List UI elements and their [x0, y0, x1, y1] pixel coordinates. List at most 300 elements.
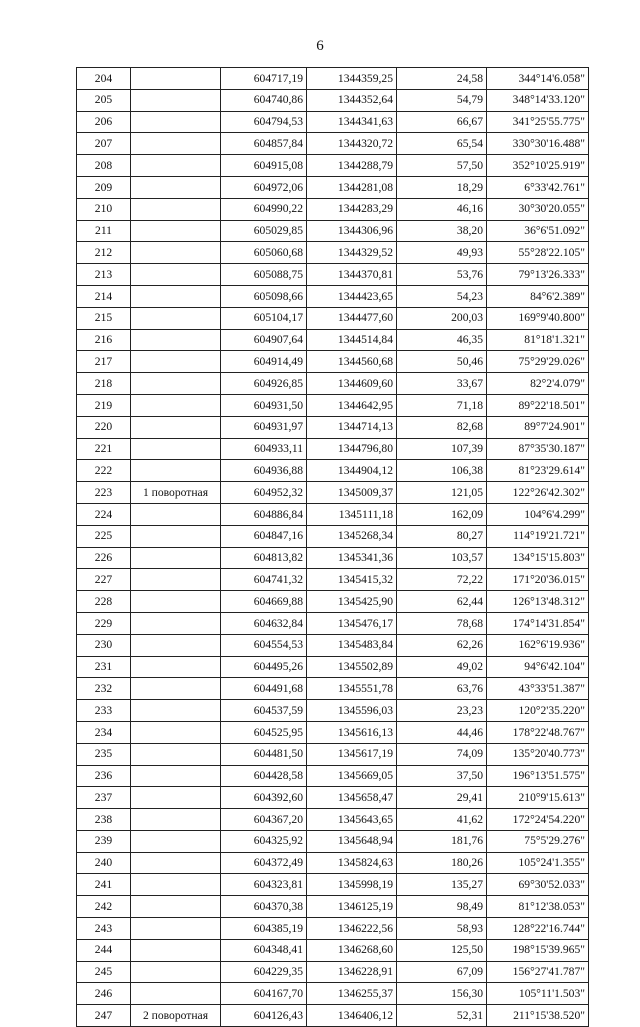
y-coordinate-cell: 1344281,08	[307, 176, 397, 198]
point-number-cell: 230	[77, 634, 131, 656]
direction-angle-cell: 30°30'20.055"	[487, 198, 589, 220]
direction-angle-cell: 344°14'6.058"	[487, 68, 589, 90]
direction-angle-cell: 75°29'29.026"	[487, 351, 589, 373]
note-cell	[131, 983, 221, 1005]
direction-angle-cell: 89°22'18.501"	[487, 394, 589, 416]
y-coordinate-cell: 1346228,91	[307, 961, 397, 983]
x-coordinate-cell: 604348,41	[221, 939, 307, 961]
x-coordinate-cell: 605104,17	[221, 307, 307, 329]
point-number-cell: 221	[77, 438, 131, 460]
table-row	[77, 416, 589, 438]
y-coordinate-cell: 1344796,80	[307, 438, 397, 460]
table-row	[77, 482, 589, 504]
x-coordinate-cell: 604931,97	[221, 416, 307, 438]
x-coordinate-cell: 604632,84	[221, 612, 307, 634]
table-row	[77, 176, 589, 198]
point-number-cell: 206	[77, 111, 131, 133]
y-coordinate-cell: 1344423,65	[307, 285, 397, 307]
y-coordinate-cell: 1345483,84	[307, 634, 397, 656]
distance-cell: 71,18	[397, 394, 487, 416]
table-row	[77, 743, 589, 765]
x-coordinate-cell: 604428,58	[221, 765, 307, 787]
distance-cell: 80,27	[397, 525, 487, 547]
distance-cell: 200,03	[397, 307, 487, 329]
direction-angle-cell: 122°26'42.302"	[487, 482, 589, 504]
point-number-cell: 207	[77, 133, 131, 155]
y-coordinate-cell: 1345998,19	[307, 874, 397, 896]
x-coordinate-cell: 604370,38	[221, 896, 307, 918]
x-coordinate-cell: 605060,68	[221, 242, 307, 264]
point-number-cell: 237	[77, 787, 131, 809]
y-coordinate-cell: 1345111,18	[307, 503, 397, 525]
point-number-cell: 231	[77, 656, 131, 678]
y-coordinate-cell: 1344560,68	[307, 351, 397, 373]
point-number-cell: 223	[77, 482, 131, 504]
distance-cell: 66,67	[397, 111, 487, 133]
x-coordinate-cell: 604525,95	[221, 721, 307, 743]
note-cell	[131, 220, 221, 242]
y-coordinate-cell: 1345669,05	[307, 765, 397, 787]
y-coordinate-cell: 1345476,17	[307, 612, 397, 634]
table-row	[77, 918, 589, 940]
distance-cell: 98,49	[397, 896, 487, 918]
note-cell	[131, 242, 221, 264]
x-coordinate-cell: 604740,86	[221, 89, 307, 111]
distance-cell: 49,93	[397, 242, 487, 264]
y-coordinate-cell: 1345616,13	[307, 721, 397, 743]
table-row	[77, 351, 589, 373]
point-number-cell: 205	[77, 89, 131, 111]
x-coordinate-cell: 604972,06	[221, 176, 307, 198]
x-coordinate-cell: 604990,22	[221, 198, 307, 220]
point-number-cell: 220	[77, 416, 131, 438]
note-cell	[131, 373, 221, 395]
y-coordinate-cell: 1344352,64	[307, 89, 397, 111]
x-coordinate-cell: 604717,19	[221, 68, 307, 90]
note-cell	[131, 591, 221, 613]
table-row	[77, 700, 589, 722]
note-cell	[131, 547, 221, 569]
x-coordinate-cell: 604886,84	[221, 503, 307, 525]
x-coordinate-cell: 604392,60	[221, 787, 307, 809]
x-coordinate-cell: 605029,85	[221, 220, 307, 242]
y-coordinate-cell: 1345268,34	[307, 525, 397, 547]
table-row	[77, 939, 589, 961]
point-number-cell: 229	[77, 612, 131, 634]
note-cell	[131, 787, 221, 809]
table-row	[77, 612, 589, 634]
table-row	[77, 242, 589, 264]
note-cell	[131, 155, 221, 177]
x-coordinate-cell: 604495,26	[221, 656, 307, 678]
distance-cell: 156,30	[397, 983, 487, 1005]
table-row	[77, 809, 589, 831]
distance-cell: 24,58	[397, 68, 487, 90]
distance-cell: 125,50	[397, 939, 487, 961]
x-coordinate-cell: 605098,66	[221, 285, 307, 307]
y-coordinate-cell: 1344288,79	[307, 155, 397, 177]
point-number-cell: 204	[77, 68, 131, 90]
x-coordinate-cell: 604813,82	[221, 547, 307, 569]
point-number-cell: 213	[77, 264, 131, 286]
point-number-cell: 232	[77, 678, 131, 700]
note-cell	[131, 569, 221, 591]
table-row	[77, 503, 589, 525]
direction-angle-cell: 171°20'36.015"	[487, 569, 589, 591]
point-number-cell: 218	[77, 373, 131, 395]
x-coordinate-cell: 605088,75	[221, 264, 307, 286]
x-coordinate-cell: 604537,59	[221, 700, 307, 722]
direction-angle-cell: 84°6'2.389"	[487, 285, 589, 307]
point-number-cell: 208	[77, 155, 131, 177]
y-coordinate-cell: 1344477,60	[307, 307, 397, 329]
y-coordinate-cell: 1345648,94	[307, 830, 397, 852]
note-cell	[131, 176, 221, 198]
distance-cell: 54,79	[397, 89, 487, 111]
note-cell	[131, 111, 221, 133]
table-row	[77, 111, 589, 133]
direction-angle-cell: 104°6'4.299"	[487, 503, 589, 525]
distance-cell: 50,46	[397, 351, 487, 373]
direction-angle-cell: 69°30'52.033"	[487, 874, 589, 896]
distance-cell: 46,35	[397, 329, 487, 351]
note-cell	[131, 612, 221, 634]
point-number-cell: 246	[77, 983, 131, 1005]
distance-cell: 23,23	[397, 700, 487, 722]
point-number-cell: 238	[77, 809, 131, 831]
direction-angle-cell: 79°13'26.333"	[487, 264, 589, 286]
distance-cell: 103,57	[397, 547, 487, 569]
note-cell	[131, 329, 221, 351]
table-row	[77, 896, 589, 918]
note-cell	[131, 961, 221, 983]
table-row	[77, 765, 589, 787]
distance-cell: 72,22	[397, 569, 487, 591]
direction-angle-cell: 43°33'51.387"	[487, 678, 589, 700]
table-row	[77, 787, 589, 809]
table-row	[77, 547, 589, 569]
x-coordinate-cell: 604931,50	[221, 394, 307, 416]
y-coordinate-cell: 1346125,19	[307, 896, 397, 918]
table-row	[77, 852, 589, 874]
direction-angle-cell: 169°9'40.800"	[487, 307, 589, 329]
point-number-cell: 214	[77, 285, 131, 307]
x-coordinate-cell: 604933,11	[221, 438, 307, 460]
distance-cell: 107,39	[397, 438, 487, 460]
x-coordinate-cell: 604554,53	[221, 634, 307, 656]
direction-angle-cell: 134°15'15.803"	[487, 547, 589, 569]
y-coordinate-cell: 1345658,47	[307, 787, 397, 809]
distance-cell: 33,67	[397, 373, 487, 395]
note-cell	[131, 503, 221, 525]
direction-angle-cell: 36°6'51.092"	[487, 220, 589, 242]
table-row	[77, 460, 589, 482]
direction-angle-cell: 135°20'40.773"	[487, 743, 589, 765]
note-cell	[131, 830, 221, 852]
distance-cell: 181,76	[397, 830, 487, 852]
note-cell	[131, 896, 221, 918]
distance-cell: 29,41	[397, 787, 487, 809]
table-row	[77, 133, 589, 155]
table-row	[77, 983, 589, 1005]
x-coordinate-cell: 604847,16	[221, 525, 307, 547]
y-coordinate-cell: 1345415,32	[307, 569, 397, 591]
y-coordinate-cell: 1344359,25	[307, 68, 397, 90]
table-row	[77, 830, 589, 852]
table-row	[77, 874, 589, 896]
distance-cell: 58,93	[397, 918, 487, 940]
point-number-cell: 228	[77, 591, 131, 613]
x-coordinate-cell: 604915,08	[221, 155, 307, 177]
point-number-cell: 215	[77, 307, 131, 329]
point-number-cell: 244	[77, 939, 131, 961]
x-coordinate-cell: 604741,32	[221, 569, 307, 591]
table-row	[77, 155, 589, 177]
note-cell	[131, 918, 221, 940]
x-coordinate-cell: 604952,32	[221, 482, 307, 504]
point-number-cell: 234	[77, 721, 131, 743]
direction-angle-cell: 198°15'39.965"	[487, 939, 589, 961]
distance-cell: 44,46	[397, 721, 487, 743]
table-row	[77, 961, 589, 983]
distance-cell: 62,44	[397, 591, 487, 613]
y-coordinate-cell: 1344370,81	[307, 264, 397, 286]
x-coordinate-cell: 604907,64	[221, 329, 307, 351]
direction-angle-cell: 81°23'29.614"	[487, 460, 589, 482]
direction-angle-cell: 352°10'25.919"	[487, 155, 589, 177]
x-coordinate-cell: 604372,49	[221, 852, 307, 874]
point-number-cell: 217	[77, 351, 131, 373]
direction-angle-cell: 128°22'16.744"	[487, 918, 589, 940]
note-cell	[131, 700, 221, 722]
point-number-cell: 243	[77, 918, 131, 940]
direction-angle-cell: 162°6'19.936"	[487, 634, 589, 656]
point-number-cell: 225	[77, 525, 131, 547]
note-cell	[131, 743, 221, 765]
y-coordinate-cell: 1345551,78	[307, 678, 397, 700]
table-row	[77, 591, 589, 613]
x-coordinate-cell: 604491,68	[221, 678, 307, 700]
direction-angle-cell: 172°24'54.220"	[487, 809, 589, 831]
point-number-cell: 210	[77, 198, 131, 220]
point-number-cell: 227	[77, 569, 131, 591]
x-coordinate-cell: 604794,53	[221, 111, 307, 133]
note-cell	[131, 438, 221, 460]
distance-cell: 62,26	[397, 634, 487, 656]
y-coordinate-cell: 1345643,65	[307, 809, 397, 831]
point-number-cell: 219	[77, 394, 131, 416]
note-cell	[131, 852, 221, 874]
note-cell	[131, 460, 221, 482]
distance-cell: 52,31	[397, 1005, 487, 1027]
distance-cell: 18,29	[397, 176, 487, 198]
note-cell	[131, 656, 221, 678]
note-cell	[131, 721, 221, 743]
table-row	[77, 329, 589, 351]
point-number-cell: 235	[77, 743, 131, 765]
distance-cell: 180,26	[397, 852, 487, 874]
x-coordinate-cell: 604857,84	[221, 133, 307, 155]
y-coordinate-cell: 1344642,95	[307, 394, 397, 416]
direction-angle-cell: 6°33'42.761"	[487, 176, 589, 198]
direction-angle-cell: 81°18'1.321"	[487, 329, 589, 351]
note-cell	[131, 525, 221, 547]
x-coordinate-cell: 604325,92	[221, 830, 307, 852]
x-coordinate-cell: 604669,88	[221, 591, 307, 613]
coordinates-table-body	[77, 68, 589, 1027]
table-row	[77, 373, 589, 395]
x-coordinate-cell: 604229,35	[221, 961, 307, 983]
direction-angle-cell: 126°13'48.312"	[487, 591, 589, 613]
x-coordinate-cell: 604914,49	[221, 351, 307, 373]
distance-cell: 63,76	[397, 678, 487, 700]
table-row	[77, 68, 589, 90]
point-number-cell: 209	[77, 176, 131, 198]
point-number-cell: 226	[77, 547, 131, 569]
point-number-cell: 245	[77, 961, 131, 983]
y-coordinate-cell: 1344329,52	[307, 242, 397, 264]
x-coordinate-cell: 604926,85	[221, 373, 307, 395]
direction-angle-cell: 82°2'4.079"	[487, 373, 589, 395]
direction-angle-cell: 156°27'41.787"	[487, 961, 589, 983]
distance-cell: 49,02	[397, 656, 487, 678]
direction-angle-cell: 81°12'38.053"	[487, 896, 589, 918]
distance-cell: 162,09	[397, 503, 487, 525]
note-cell	[131, 634, 221, 656]
point-number-cell: 211	[77, 220, 131, 242]
y-coordinate-cell: 1346255,37	[307, 983, 397, 1005]
point-number-cell: 247	[77, 1005, 131, 1027]
note-cell: 1 поворотная	[131, 482, 221, 504]
y-coordinate-cell: 1344514,84	[307, 329, 397, 351]
distance-cell: 37,50	[397, 765, 487, 787]
distance-cell: 135,27	[397, 874, 487, 896]
y-coordinate-cell: 1344904,12	[307, 460, 397, 482]
page-number: 6	[316, 38, 324, 54]
table-row	[77, 438, 589, 460]
direction-angle-cell: 211°15'38.520"	[487, 1005, 589, 1027]
y-coordinate-cell: 1344714,13	[307, 416, 397, 438]
y-coordinate-cell: 1344283,29	[307, 198, 397, 220]
distance-cell: 74,09	[397, 743, 487, 765]
table-row	[77, 394, 589, 416]
distance-cell: 106,38	[397, 460, 487, 482]
y-coordinate-cell: 1344306,96	[307, 220, 397, 242]
distance-cell: 38,20	[397, 220, 487, 242]
point-number-cell: 233	[77, 700, 131, 722]
point-number-cell: 212	[77, 242, 131, 264]
point-number-cell: 240	[77, 852, 131, 874]
table-row	[77, 264, 589, 286]
direction-angle-cell: 178°22'48.767"	[487, 721, 589, 743]
distance-cell: 54,23	[397, 285, 487, 307]
y-coordinate-cell: 1344341,63	[307, 111, 397, 133]
distance-cell: 67,09	[397, 961, 487, 983]
table-row	[77, 1005, 589, 1027]
direction-angle-cell: 330°30'16.488"	[487, 133, 589, 155]
x-coordinate-cell: 604481,50	[221, 743, 307, 765]
note-cell	[131, 765, 221, 787]
y-coordinate-cell: 1346406,12	[307, 1005, 397, 1027]
y-coordinate-cell: 1344320,72	[307, 133, 397, 155]
point-number-cell: 216	[77, 329, 131, 351]
note-cell	[131, 89, 221, 111]
note-cell	[131, 307, 221, 329]
x-coordinate-cell: 604385,19	[221, 918, 307, 940]
distance-cell: 65,54	[397, 133, 487, 155]
direction-angle-cell: 196°13'51.575"	[487, 765, 589, 787]
table-row	[77, 307, 589, 329]
direction-angle-cell: 105°11'1.503"	[487, 983, 589, 1005]
table-row	[77, 656, 589, 678]
point-number-cell: 224	[77, 503, 131, 525]
y-coordinate-cell: 1345824,63	[307, 852, 397, 874]
direction-angle-cell: 55°28'22.105"	[487, 242, 589, 264]
direction-angle-cell: 114°19'21.721"	[487, 525, 589, 547]
y-coordinate-cell: 1345502,89	[307, 656, 397, 678]
y-coordinate-cell: 1345596,03	[307, 700, 397, 722]
y-coordinate-cell: 1344609,60	[307, 373, 397, 395]
direction-angle-cell: 120°2'35.220"	[487, 700, 589, 722]
table-row	[77, 525, 589, 547]
y-coordinate-cell: 1346268,60	[307, 939, 397, 961]
y-coordinate-cell: 1345341,36	[307, 547, 397, 569]
x-coordinate-cell: 604126,43	[221, 1005, 307, 1027]
y-coordinate-cell: 1345009,37	[307, 482, 397, 504]
note-cell	[131, 285, 221, 307]
note-cell	[131, 874, 221, 896]
direction-angle-cell: 210°9'15.613"	[487, 787, 589, 809]
note-cell	[131, 68, 221, 90]
table-row	[77, 285, 589, 307]
table-row	[77, 198, 589, 220]
distance-cell: 53,76	[397, 264, 487, 286]
table-row	[77, 569, 589, 591]
direction-angle-cell: 105°24'1.355"	[487, 852, 589, 874]
point-number-cell: 236	[77, 765, 131, 787]
table-row	[77, 678, 589, 700]
point-number-cell: 241	[77, 874, 131, 896]
note-cell	[131, 198, 221, 220]
direction-angle-cell: 341°25'55.775"	[487, 111, 589, 133]
distance-cell: 121,05	[397, 482, 487, 504]
x-coordinate-cell: 604167,70	[221, 983, 307, 1005]
note-cell	[131, 416, 221, 438]
note-cell	[131, 939, 221, 961]
table-row	[77, 634, 589, 656]
table-row	[77, 220, 589, 242]
direction-angle-cell: 75°5'29.276"	[487, 830, 589, 852]
distance-cell: 46,16	[397, 198, 487, 220]
distance-cell: 82,68	[397, 416, 487, 438]
table-row	[77, 721, 589, 743]
note-cell	[131, 351, 221, 373]
x-coordinate-cell: 604367,20	[221, 809, 307, 831]
note-cell	[131, 394, 221, 416]
y-coordinate-cell: 1346222,56	[307, 918, 397, 940]
note-cell	[131, 264, 221, 286]
point-number-cell: 239	[77, 830, 131, 852]
note-cell	[131, 678, 221, 700]
distance-cell: 41,62	[397, 809, 487, 831]
distance-cell: 78,68	[397, 612, 487, 634]
y-coordinate-cell: 1345617,19	[307, 743, 397, 765]
coordinates-table	[76, 67, 589, 1027]
point-number-cell: 242	[77, 896, 131, 918]
note-cell	[131, 133, 221, 155]
direction-angle-cell: 174°14'31.854"	[487, 612, 589, 634]
x-coordinate-cell: 604323,81	[221, 874, 307, 896]
